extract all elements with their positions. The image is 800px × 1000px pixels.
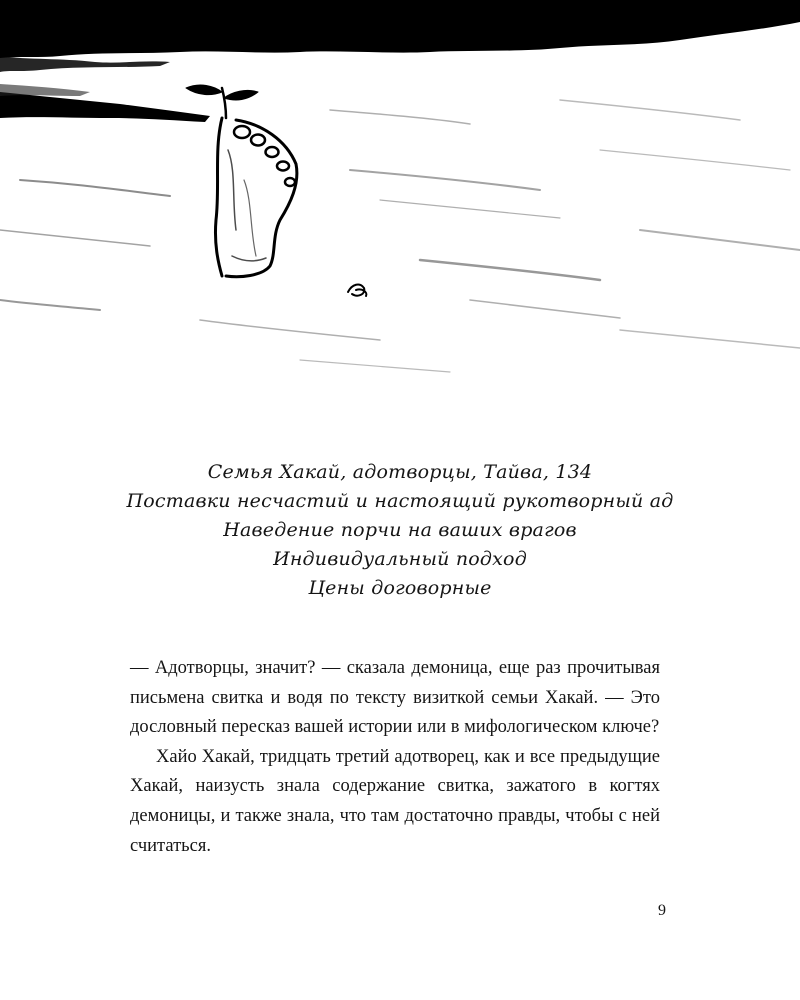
ink-scribble-mark xyxy=(348,285,366,296)
ink-sky-band xyxy=(0,0,800,58)
body-text xyxy=(130,654,660,861)
card-line-curses: Наведение порчи на ваших врагов xyxy=(223,519,577,541)
ink-dry-brush-strokes xyxy=(0,100,800,372)
paragraph-narration: Хайо Хакай, тридцать третий адотворец, как и все предыдущие Хакай, наизусть знала содержание свитка, зажатого в когтях демоницы, и также знала, что там достаточно правды, чтобы с ней считаться. xyxy=(130,746,660,856)
ink-illustration xyxy=(0,0,800,400)
ink-band-edge xyxy=(0,56,170,72)
ink-brush-left-fade xyxy=(0,84,90,96)
ink-brush-left xyxy=(0,92,210,122)
page-number: 9 xyxy=(658,902,666,919)
barefoot-sprout-illustration xyxy=(186,85,297,277)
card-line-family: Семья Хакай, адотворцы, Тайва, 134 xyxy=(207,461,593,483)
card-line-prices: Цены договорные xyxy=(308,577,492,599)
paragraph-dialogue: — Адотворцы, значит? — сказала демоница, еще раз прочитывая письмена свитка и водя по тексту визиткой семьи Хакай. — Это дословный пересказ вашей истории или в мифологическом ключе? xyxy=(130,658,660,738)
card-line-supplies: Поставки несчастий и настоящий рукотворный ад xyxy=(126,490,674,512)
card-line-approach: Индивидуальный подход xyxy=(273,548,527,570)
business-card-text xyxy=(0,458,800,603)
